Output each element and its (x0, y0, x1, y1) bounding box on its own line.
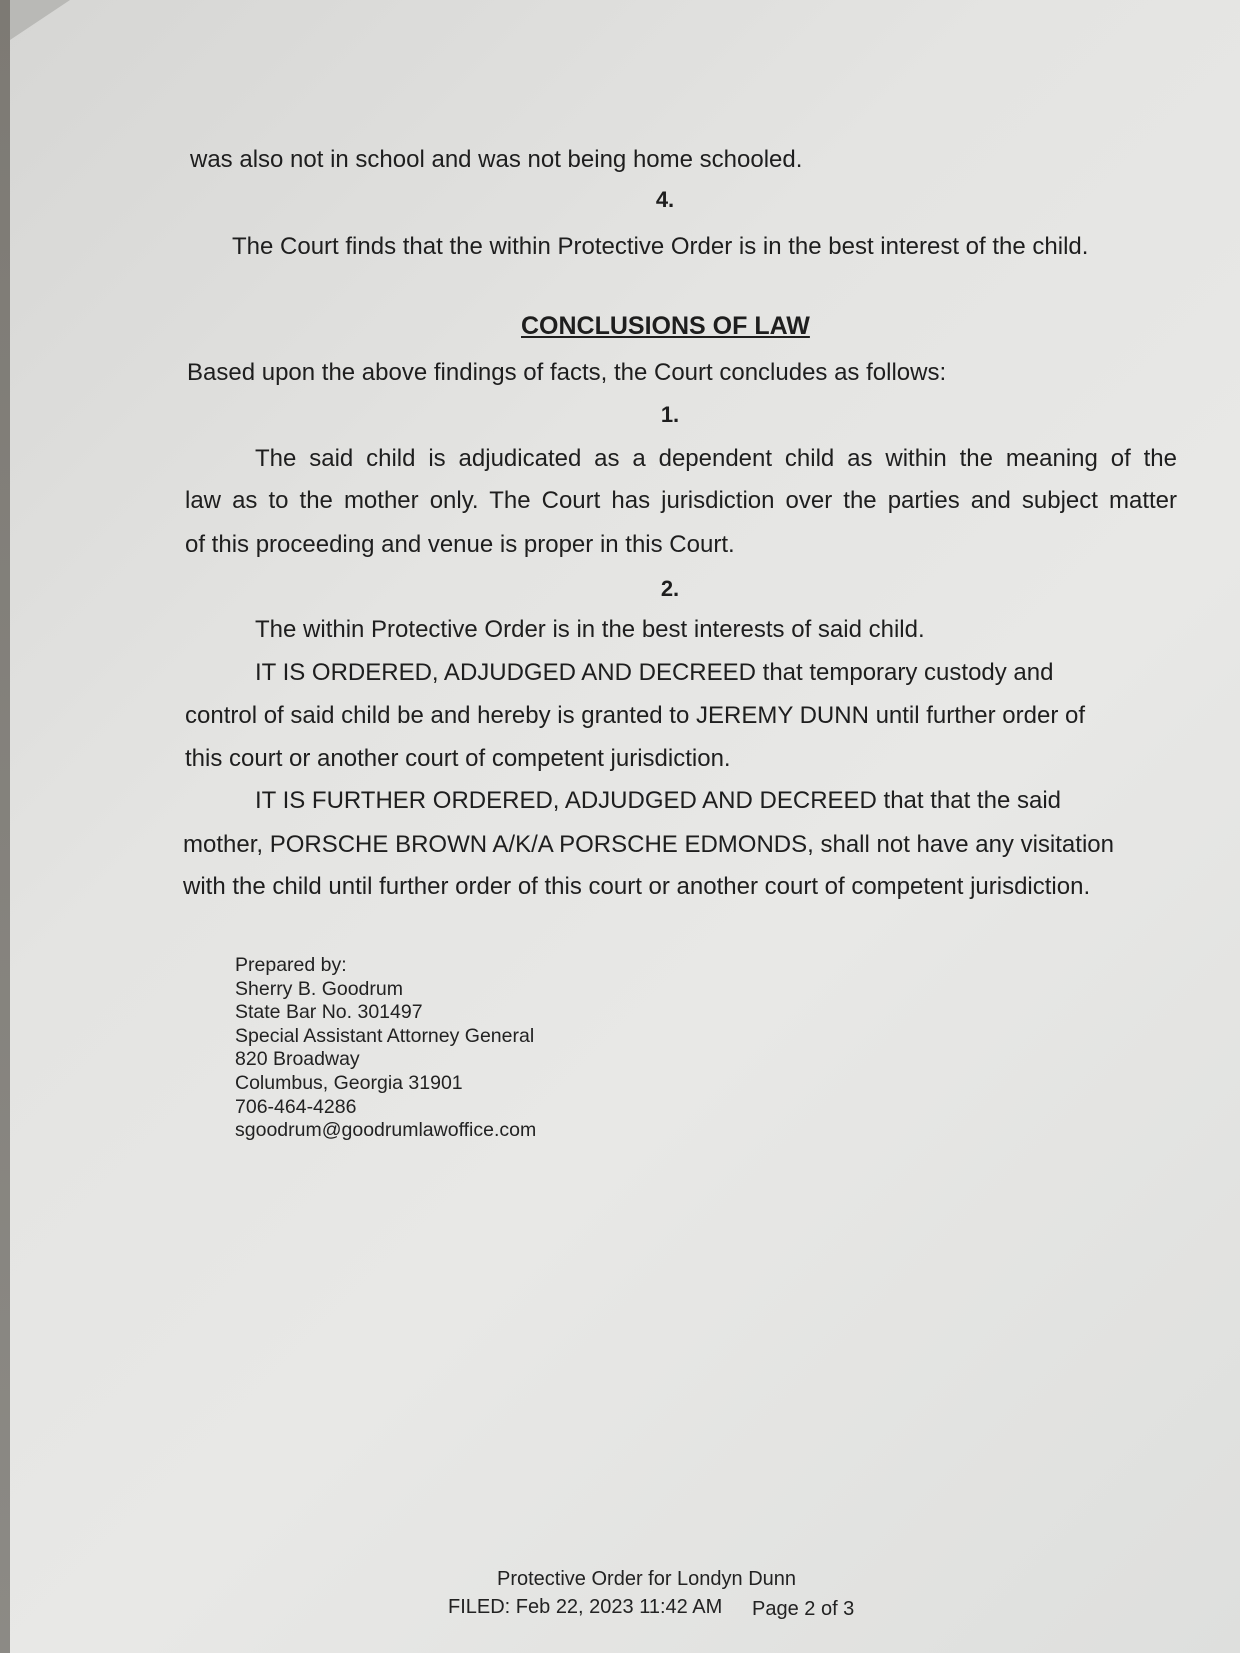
conclusion-1-line-3: of this proceeding and venue is proper in this Court. (185, 531, 735, 558)
state-bar-number: State Bar No. 301497 (235, 1001, 423, 1024)
order-2-line-1: IT IS FURTHER ORDERED, ADJUDGED AND DECREED that that the said (255, 787, 1061, 814)
order-1-line-2: control of said child be and hereby is granted to JEREMY DUNN until further order of (185, 702, 1085, 729)
street-address: 820 Broadway (235, 1048, 360, 1071)
conclusion-1-line-2: law as to the mother only. The Court has jurisdiction over the parties and subject matter (185, 487, 1177, 514)
order-2-line-2: mother, PORSCHE BROWN A/K/A PORSCHE EDMONDS, shall not have any visitation (183, 831, 1114, 858)
footer-filed-timestamp: FILED: Feb 22, 2023 11:42 AM (448, 1596, 723, 1618)
city-state-zip: Columbus, Georgia 31901 (235, 1071, 463, 1094)
email-address: sgoodrum@goodrumlawoffice.com (235, 1119, 537, 1142)
attorney-name: Sherry B. Goodrum (235, 977, 403, 1000)
order-2-line-3: with the child until further order of this court or another court of competent jurisdiction. (183, 873, 1091, 900)
page-corner-fold (10, 0, 70, 40)
footer-page-number: Page 2 of 3 (752, 1598, 855, 1620)
footer-document-title: Protective Order for Londyn Dunn (497, 1568, 797, 1590)
conclusions-intro: Based upon the above findings of facts, the Court concludes as follows: (187, 359, 947, 386)
order-1-line-1: IT IS ORDERED, ADJUDGED AND DECREED that temporary custody and (255, 659, 1054, 686)
paragraph-continuation: was also not in school and was not being home schooled. (190, 146, 803, 173)
finding-number: 4. (655, 187, 675, 212)
conclusion-2-text: The within Protective Order is in the best interests of said child. (255, 616, 925, 643)
document-page (10, 0, 1240, 1653)
conclusions-heading: CONCLUSIONS OF LAW (521, 312, 810, 340)
conclusion-1-line-1: The said child is adjudicated as a dependent child as within the meaning of the (255, 445, 1177, 472)
prepared-by-block (235, 954, 536, 1143)
attorney-title: Special Assistant Attorney General (235, 1024, 535, 1047)
conclusion-number-2: 2. (660, 576, 680, 601)
conclusion-number-1: 1. (660, 402, 680, 427)
finding-text: The Court finds that the within Protective Order is in the best interest of the child. (232, 233, 1089, 260)
prepared-by-label: Prepared by: (235, 954, 347, 976)
phone-number: 706-464-4286 (235, 1095, 357, 1118)
order-1-line-3: this court or another court of competent jurisdiction. (185, 745, 731, 772)
